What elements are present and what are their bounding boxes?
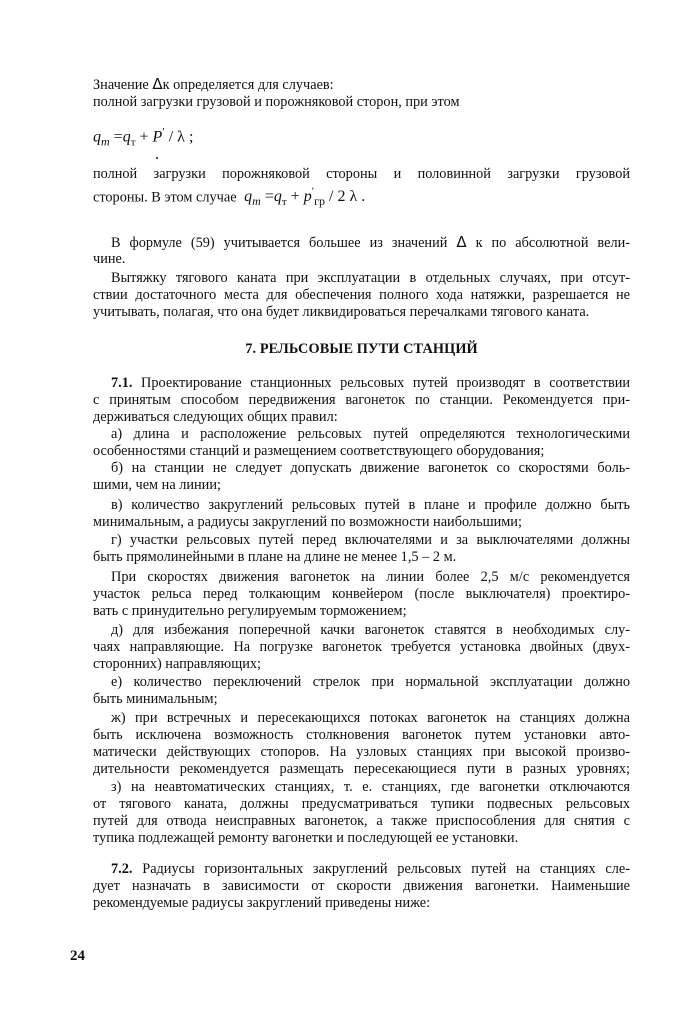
list-item-h-cont-3: тупика подлежащей ремонту вагонетки и последующей ее установки. bbox=[93, 830, 519, 846]
list-item-d-cont: быть прямолинейными в плане на длине не менее 1,5 – 2 м. bbox=[93, 549, 457, 565]
para-4-line-3: учитывать, полагая, что она будет ликвидироваться перечалками тягового каната. bbox=[93, 304, 590, 320]
formula-q-m: $q_m =q_т + P' / \lambda$ ; bbox=[93, 126, 194, 149]
section-7-2-line-3: рекомендуемые радиусы закруглений приведены ниже: bbox=[93, 895, 431, 911]
section-7-1-line-3: держиваться следующих общих правил: bbox=[93, 409, 338, 425]
list-item-g-cont-2: матически действующих стопоров. На узловых станциях при высокой произво- bbox=[93, 744, 630, 760]
para-4-line-1: Вытяжку тягового каната при эксплуатации в отдельных случаях, при отсут- bbox=[111, 270, 630, 286]
delta-symbol: Δ bbox=[152, 75, 163, 93]
list-item-f: е) количество переключений стрелок при нормальной эксплуатации должно bbox=[111, 674, 630, 690]
stray-dot bbox=[156, 157, 158, 159]
list-item-a-cont: особенностями станций и размещением соответствующего оборудования; bbox=[93, 443, 545, 459]
formula-q-m-half: $q_m =q_т + p'_{гр} / 2$ λ . bbox=[244, 186, 366, 209]
speed-para-line-1: При скоростях движения вагонеток на линии более 2,5 м/с рекомендуется bbox=[111, 569, 630, 585]
list-item-c: в) количество закруглений рельсовых путей в плане и профиле должно быть bbox=[111, 497, 630, 513]
list-item-f-cont: быть минимальным; bbox=[93, 691, 218, 707]
section-heading: 7. РЕЛЬСОВЫЕ ПУТИ СТАНЦИЙ bbox=[245, 341, 478, 357]
section-7-1-line-2: с принятым способом передвижения вагонеток по станции. Рекомендуется при- bbox=[93, 392, 630, 408]
list-item-h-cont-1: от тягового каната, должны предусматриваться тупики подвесных рельсовых bbox=[93, 796, 630, 812]
list-item-g-cont-3: дительности рекомендуется размещать пересекающиеся пути в разных уровнях; bbox=[93, 761, 630, 777]
section-7-1-number: 7.1. bbox=[111, 375, 133, 391]
speed-para-line-2: участок рельса перед толкающим конвейером (после выключателя) проектиро- bbox=[93, 586, 630, 602]
list-item-h-cont-2: путей для отвода неисправных вагонеток, а также приспособления для снятия с bbox=[93, 813, 630, 829]
list-item-g-cont-1: быть исключена возможность столкновения вагонеток путем установки авто- bbox=[93, 727, 630, 743]
list-item-h: з) на неавтоматических станциях, т. е. станциях, где вагонетки отключаются bbox=[111, 779, 630, 795]
section-7-2-line-2: дует назначать в зависимости от скорости движения вагонетки. Наименьшие bbox=[93, 878, 630, 894]
page-number: 24 bbox=[70, 948, 85, 964]
section-7-2-line-1: 7.2. Радиусы горизонтальных закруглений рельсовых путей на станциях сле- bbox=[111, 861, 630, 877]
para-4-line-2: ствии достаточного места для обеспечения полного хода натяжки, разрешается не bbox=[93, 287, 630, 303]
section-7-2-number: 7.2. bbox=[111, 861, 133, 877]
list-item-a: а) длина и расположение рельсовых путей определяются технологическими bbox=[111, 426, 630, 442]
list-item-b: б) на станции не следует допускать движение вагонеток со скоростями боль- bbox=[111, 460, 630, 476]
para-3-line-2: чине. bbox=[93, 251, 126, 267]
para-2-line-1: полной загрузки порожняковой стороны и половинной загрузки грузовой bbox=[93, 166, 630, 182]
intro-line-2: полной загрузки грузовой и порожняковой сторон, при этом bbox=[93, 94, 460, 110]
para-3-line-1: В формуле (59) учитывается большее из значений Δ к по абсолютной вели- bbox=[111, 233, 630, 251]
list-item-e-cont-2: сторонних) направляющих; bbox=[93, 656, 261, 672]
list-item-b-cont: шими, чем на линии; bbox=[93, 477, 221, 493]
speed-para-line-3: вать с принудительно регулируемым торможением; bbox=[93, 603, 407, 619]
section-7-1-line-1: 7.1. Проектирование станционных рельсовых путей производят в соответствии bbox=[111, 375, 630, 391]
para-2-line-2: стороны. В этом случае $q_m =q_т + p'_{гр} / 2$ λ . bbox=[93, 186, 366, 209]
list-item-c-cont: минимальным, а радиусы закруглений по возможности наибольшими; bbox=[93, 514, 522, 530]
list-item-d: г) участки рельсовых путей перед включателями и за выключателями должны bbox=[111, 532, 630, 548]
list-item-g: ж) при встречных и пересекающихся потоках вагонеток на станциях должна bbox=[111, 710, 630, 726]
list-item-e-cont-1: чаях направляющие. На погрузке вагонеток требуется установка двойных (двух- bbox=[93, 639, 630, 655]
intro-line-1: Значение Δк определяется для случаев: bbox=[93, 75, 334, 93]
list-item-e: д) для избежания поперечной качки вагонеток ставятся в необходимых слу- bbox=[111, 622, 630, 638]
delta-symbol: Δ bbox=[456, 233, 467, 251]
